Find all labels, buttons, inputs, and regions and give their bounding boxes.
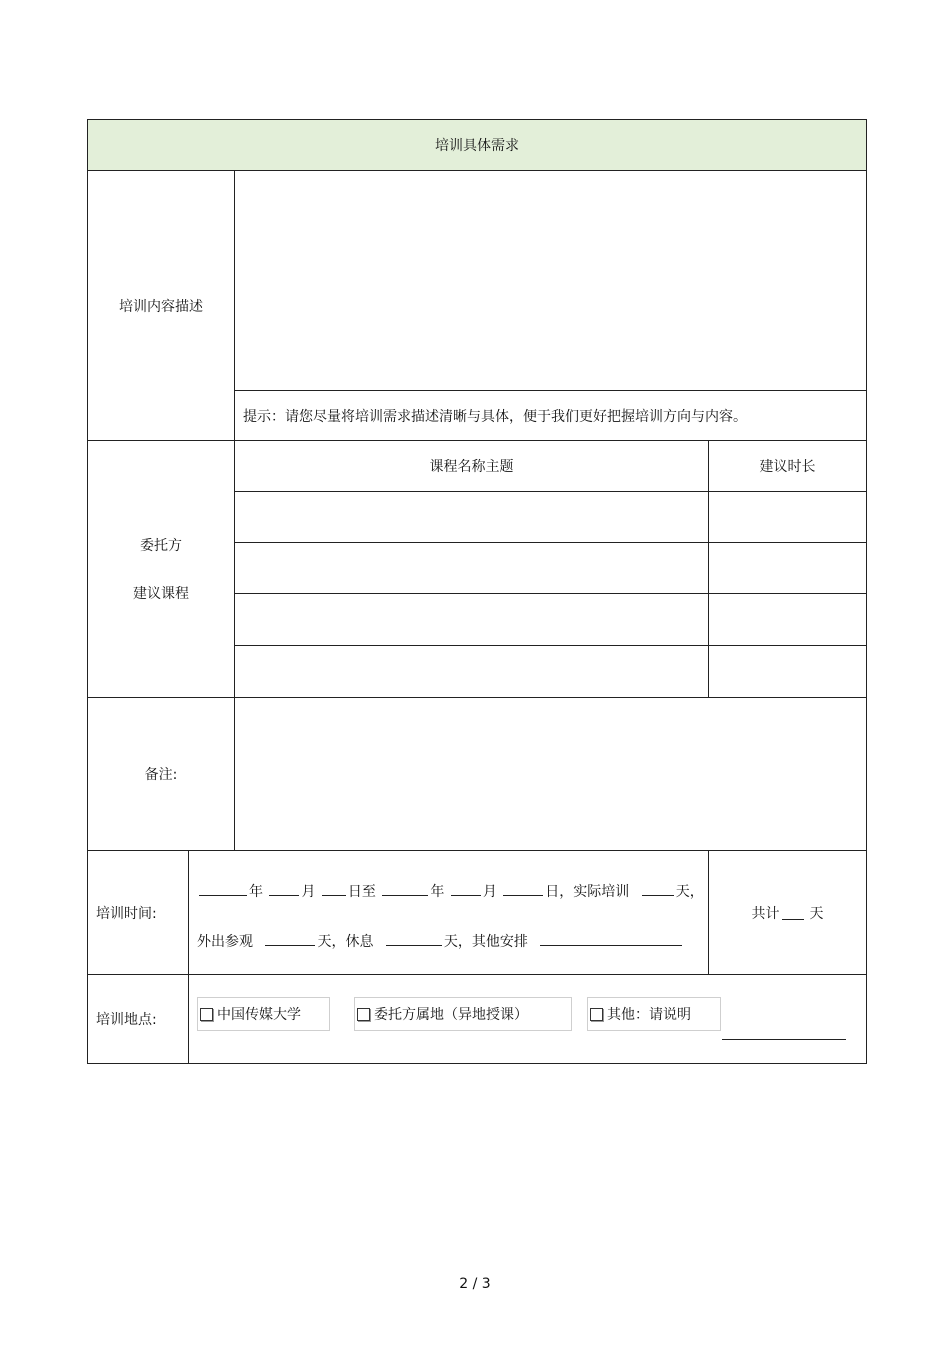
day-to-text: 日至 (347, 884, 376, 900)
course-name-header (234, 440, 709, 492)
year-text: 年 (430, 884, 445, 900)
time-input-cell (188, 850, 709, 975)
course-duration-cell[interactable] (708, 645, 867, 698)
training-requirements-form (87, 119, 867, 1064)
total-days-cell (708, 850, 867, 975)
form-header (87, 119, 867, 171)
course-name-cell[interactable] (234, 542, 709, 594)
courses-label-line1: 委托方 (140, 538, 182, 554)
year-text: 年 (249, 884, 263, 900)
checkbox-icon[interactable] (590, 1008, 603, 1021)
location-option-label: 中国传媒大学 (217, 1007, 301, 1023)
location-option-label: 其他：请说明 (607, 1007, 691, 1023)
page-number: 2 / 3 (459, 1276, 491, 1292)
time-other-line (197, 931, 684, 951)
description-hint-cell (234, 390, 867, 441)
description-label-cell (87, 170, 235, 441)
course-name-cell[interactable] (234, 491, 709, 543)
location-options-cell (188, 974, 867, 1064)
rest-text: 天，休息 (317, 934, 374, 950)
visit-text: 外出参观 (197, 934, 253, 950)
description-input-area[interactable] (234, 170, 867, 391)
checkbox-icon[interactable] (200, 1008, 213, 1021)
location-option-label: 委托方属地（异地授课） (374, 1007, 528, 1023)
month-text: 月 (482, 884, 497, 900)
time-label: 培训时间: (96, 905, 157, 922)
course-name-cell[interactable] (234, 645, 709, 698)
visit-days-blank[interactable] (265, 931, 315, 946)
total-prefix: 共计 (751, 905, 780, 922)
course-name-cell[interactable] (234, 593, 709, 646)
end-year-blank[interactable] (382, 881, 428, 896)
day-unit-text: 天， (675, 884, 704, 900)
courses-label-line2: 建议课程 (133, 586, 189, 602)
course-duration-header-label: 建议时长 (759, 459, 816, 475)
location-option-other[interactable] (587, 997, 721, 1031)
remarks-label-cell (87, 697, 235, 851)
remarks-label: 备注: (144, 767, 178, 783)
courses-label-cell (87, 440, 235, 698)
course-duration-header (708, 440, 867, 492)
location-option-cucb[interactable] (197, 997, 330, 1031)
time-date-range-line (197, 881, 704, 901)
time-label-cell (87, 850, 189, 975)
start-month-blank[interactable] (269, 881, 299, 896)
total-unit: 天 (809, 905, 824, 922)
start-day-blank[interactable] (322, 881, 346, 896)
actual-training-text: 日，实际培训 (545, 884, 630, 900)
remarks-input-area[interactable] (234, 697, 867, 851)
actual-days-blank[interactable] (642, 881, 674, 896)
location-option-client-site[interactable] (354, 997, 572, 1031)
location-label: 培训地点: (96, 1012, 157, 1028)
total-days-blank[interactable] (782, 905, 804, 920)
course-name-header-label: 课程名称主题 (429, 459, 514, 475)
form-title: 培训具体需求 (435, 138, 519, 154)
other-location-blank[interactable] (722, 1039, 846, 1040)
description-hint: 提示：请您尽量将培训需求描述清晰与具体，便于我们更好把握培训方向与内容。 (243, 408, 747, 425)
course-duration-cell[interactable] (708, 542, 867, 594)
rest-days-blank[interactable] (386, 931, 442, 946)
start-year-blank[interactable] (199, 881, 247, 896)
location-label-cell (87, 974, 189, 1064)
other-arrangement-text: 天，其他安排 (443, 934, 528, 950)
end-month-blank[interactable] (451, 881, 481, 896)
course-duration-cell[interactable] (708, 593, 867, 646)
end-day-blank[interactable] (503, 881, 543, 896)
checkbox-icon[interactable] (357, 1008, 370, 1021)
other-arrangement-blank[interactable] (540, 931, 682, 946)
month-text: 月 (301, 884, 316, 900)
course-duration-cell[interactable] (708, 491, 867, 543)
description-label: 培训内容描述 (119, 298, 203, 315)
